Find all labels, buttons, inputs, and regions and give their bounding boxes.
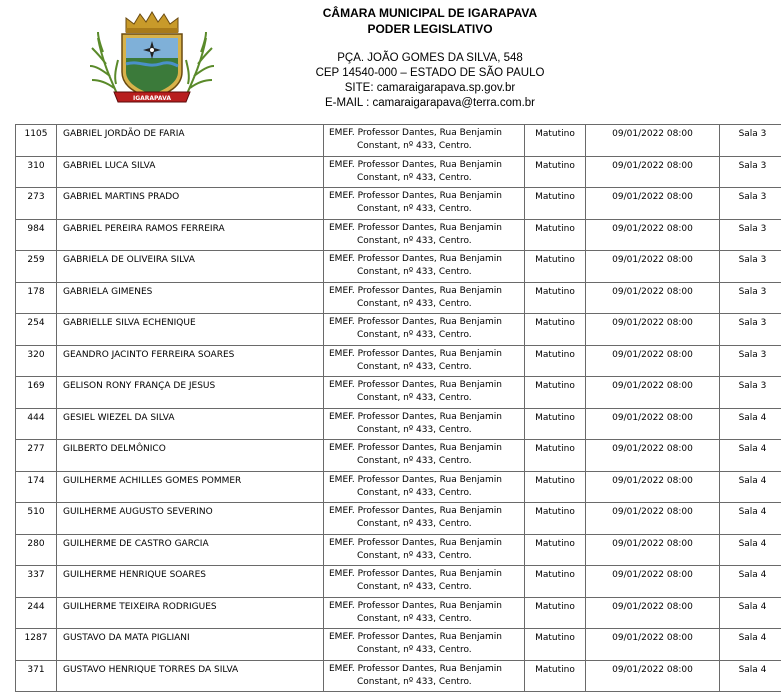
cell-id: 320 [16,345,57,377]
cell-shift: Matutino [525,597,586,629]
cell-date: 09/01/2022 08:00 [586,566,720,598]
location-line-1: EMEF. Professor Dantes, Rua Benjamin [329,316,524,329]
cell-room: Sala 3 [720,314,781,346]
institution-title: CÂMARA MUNICIPAL DE IGARAPAVA [270,6,590,20]
location-line-1: EMEF. Professor Dantes, Rua Benjamin [329,442,524,455]
location-line-1: EMEF. Professor Dantes, Rua Benjamin [329,379,524,392]
table-row [16,377,781,409]
cell-id: 277 [16,440,57,472]
table-row [16,188,781,220]
location-line-2: Constant, nº 433, Centro. [329,392,524,405]
cell-shift: Matutino [525,629,586,661]
cell-name: GUILHERME AUGUSTO SEVERINO [57,503,324,535]
location-line-1: EMEF. Professor Dantes, Rua Benjamin [329,285,524,298]
table-row [16,440,781,472]
table-row [16,660,781,692]
cell-id: 280 [16,534,57,566]
location-line-2: Constant, nº 433, Centro. [329,550,524,563]
cell-room: Sala 3 [720,251,781,283]
cell-date: 09/01/2022 08:00 [586,219,720,251]
location-line-2: Constant, nº 433, Centro. [329,298,524,311]
cell-date: 09/01/2022 08:00 [586,345,720,377]
cell-name: GUILHERME DE CASTRO GARCIA [57,534,324,566]
cell-date: 09/01/2022 08:00 [586,534,720,566]
cell-location [324,377,525,409]
cell-date: 09/01/2022 08:00 [586,282,720,314]
cell-id: 1105 [16,125,57,157]
table-row [16,219,781,251]
location-line-1: EMEF. Professor Dantes, Rua Benjamin [329,348,524,361]
email-line: E-MAIL : camaraigarapava@terra.com.br [270,96,590,110]
cell-location [324,125,525,157]
crest-banner-text: IGARAPAVA [133,95,171,102]
location-line-1: EMEF. Professor Dantes, Rua Benjamin [329,190,524,203]
cell-name: GEANDRO JACINTO FERREIRA SOARES [57,345,324,377]
location-line-2: Constant, nº 433, Centro. [329,581,524,594]
cell-location [324,440,525,472]
location-line-1: EMEF. Professor Dantes, Rua Benjamin [329,537,524,550]
table-row [16,314,781,346]
cell-shift: Matutino [525,188,586,220]
location-line-2: Constant, nº 433, Centro. [329,613,524,626]
location-line-1: EMEF. Professor Dantes, Rua Benjamin [329,663,524,676]
cell-name: GESIEL WIEZEL DA SILVA [57,408,324,440]
location-line-2: Constant, nº 433, Centro. [329,455,524,468]
location-line-2: Constant, nº 433, Centro. [329,676,524,689]
cell-shift: Matutino [525,503,586,535]
cell-name: GABRIEL LUCA SILVA [57,156,324,188]
cell-location [324,597,525,629]
table-row [16,566,781,598]
candidate-table-container [15,124,768,692]
cell-location [324,251,525,283]
cell-location [324,534,525,566]
cell-name: GABRIEL MARTINS PRADO [57,188,324,220]
cell-shift: Matutino [525,408,586,440]
cell-location [324,345,525,377]
cell-id: 178 [16,282,57,314]
table-row [16,471,781,503]
cell-id: 984 [16,219,57,251]
institution-subtitle: PODER LEGISLATIVO [270,22,590,36]
cell-name: GABRIELA GIMENES [57,282,324,314]
cell-shift: Matutino [525,660,586,692]
cell-location [324,156,525,188]
location-line-1: EMEF. Professor Dantes, Rua Benjamin [329,568,524,581]
cell-id: 510 [16,503,57,535]
cell-shift: Matutino [525,251,586,283]
cell-room: Sala 4 [720,597,781,629]
cell-date: 09/01/2022 08:00 [586,408,720,440]
cell-room: Sala 4 [720,629,781,661]
location-line-1: EMEF. Professor Dantes, Rua Benjamin [329,222,524,235]
cell-id: 244 [16,597,57,629]
location-line-2: Constant, nº 433, Centro. [329,361,524,374]
cell-date: 09/01/2022 08:00 [586,597,720,629]
cell-id: 169 [16,377,57,409]
cell-id: 337 [16,566,57,598]
municipal-crest-logo [88,8,216,108]
cell-name: GABRIELA DE OLIVEIRA SILVA [57,251,324,283]
table-row [16,125,781,157]
cell-shift: Matutino [525,471,586,503]
location-line-2: Constant, nº 433, Centro. [329,487,524,500]
cell-shift: Matutino [525,534,586,566]
cell-room: Sala 4 [720,440,781,472]
table-row [16,282,781,314]
cell-name: GABRIELLE SILVA ECHENIQUE [57,314,324,346]
cell-room: Sala 4 [720,660,781,692]
cell-name: GUILHERME HENRIQUE SOARES [57,566,324,598]
table-row [16,534,781,566]
cell-location [324,408,525,440]
cell-date: 09/01/2022 08:00 [586,471,720,503]
cell-room: Sala 3 [720,188,781,220]
location-line-1: EMEF. Professor Dantes, Rua Benjamin [329,411,524,424]
cell-location [324,503,525,535]
cell-date: 09/01/2022 08:00 [586,629,720,661]
location-line-2: Constant, nº 433, Centro. [329,140,524,153]
cell-date: 09/01/2022 08:00 [586,156,720,188]
cell-date: 09/01/2022 08:00 [586,660,720,692]
cell-date: 09/01/2022 08:00 [586,125,720,157]
cell-id: 371 [16,660,57,692]
cell-room: Sala 4 [720,566,781,598]
cell-shift: Matutino [525,314,586,346]
cell-location [324,566,525,598]
cell-location [324,629,525,661]
table-row [16,156,781,188]
cell-id: 444 [16,408,57,440]
cell-shift: Matutino [525,219,586,251]
cell-name: GUILHERME ACHILLES GOMES POMMER [57,471,324,503]
location-line-1: EMEF. Professor Dantes, Rua Benjamin [329,631,524,644]
location-line-2: Constant, nº 433, Centro. [329,235,524,248]
cep-line: CEP 14540-000 – ESTADO DE SÃO PAULO [270,66,590,80]
table-row [16,251,781,283]
cell-id: 1287 [16,629,57,661]
cell-date: 09/01/2022 08:00 [586,188,720,220]
cell-location [324,219,525,251]
cell-location [324,660,525,692]
cell-name: GUSTAVO HENRIQUE TORRES DA SILVA [57,660,324,692]
cell-date: 09/01/2022 08:00 [586,440,720,472]
table-row [16,597,781,629]
cell-room: Sala 3 [720,377,781,409]
cell-location [324,282,525,314]
location-line-2: Constant, nº 433, Centro. [329,203,524,216]
location-line-2: Constant, nº 433, Centro. [329,644,524,657]
location-line-2: Constant, nº 433, Centro. [329,172,524,185]
cell-location [324,314,525,346]
location-line-1: EMEF. Professor Dantes, Rua Benjamin [329,505,524,518]
address-line: PÇA. JOÃO GOMES DA SILVA, 548 [270,51,590,65]
cell-id: 273 [16,188,57,220]
candidate-table-body [16,125,781,692]
cell-room: Sala 4 [720,534,781,566]
cell-shift: Matutino [525,566,586,598]
site-line: SITE: camaraigarapava.sp.gov.br [270,81,590,95]
cell-id: 254 [16,314,57,346]
cell-room: Sala 3 [720,125,781,157]
cell-name: GABRIEL PEREIRA RAMOS FERREIRA [57,219,324,251]
cell-id: 174 [16,471,57,503]
letterhead [0,0,781,122]
location-line-2: Constant, nº 433, Centro. [329,424,524,437]
location-line-2: Constant, nº 433, Centro. [329,518,524,531]
cell-room: Sala 4 [720,471,781,503]
table-row [16,345,781,377]
cell-name: GABRIEL JORDÃO DE FARIA [57,125,324,157]
table-row [16,629,781,661]
cell-room: Sala 4 [720,503,781,535]
cell-name: GUILHERME TEIXEIRA RODRIGUES [57,597,324,629]
cell-location [324,188,525,220]
location-line-1: EMEF. Professor Dantes, Rua Benjamin [329,474,524,487]
cell-room: Sala 3 [720,282,781,314]
cell-shift: Matutino [525,345,586,377]
cell-date: 09/01/2022 08:00 [586,377,720,409]
cell-id: 259 [16,251,57,283]
cell-date: 09/01/2022 08:00 [586,314,720,346]
location-line-1: EMEF. Professor Dantes, Rua Benjamin [329,600,524,613]
location-line-1: EMEF. Professor Dantes, Rua Benjamin [329,127,524,140]
cell-room: Sala 3 [720,156,781,188]
cell-room: Sala 3 [720,219,781,251]
cell-name: GILBERTO DELMÔNICO [57,440,324,472]
candidate-table [15,124,781,692]
cell-shift: Matutino [525,125,586,157]
cell-name: GUSTAVO DA MATA PIGLIANI [57,629,324,661]
cell-location [324,471,525,503]
table-row [16,408,781,440]
cell-date: 09/01/2022 08:00 [586,251,720,283]
location-line-2: Constant, nº 433, Centro. [329,329,524,342]
cell-shift: Matutino [525,282,586,314]
location-line-2: Constant, nº 433, Centro. [329,266,524,279]
cell-shift: Matutino [525,156,586,188]
cell-shift: Matutino [525,377,586,409]
cell-date: 09/01/2022 08:00 [586,503,720,535]
cell-id: 310 [16,156,57,188]
location-line-1: EMEF. Professor Dantes, Rua Benjamin [329,159,524,172]
cell-room: Sala 3 [720,345,781,377]
cell-room: Sala 4 [720,408,781,440]
location-line-1: EMEF. Professor Dantes, Rua Benjamin [329,253,524,266]
cell-name: GELISON RONY FRANÇA DE JESUS [57,377,324,409]
table-row [16,503,781,535]
cell-shift: Matutino [525,440,586,472]
